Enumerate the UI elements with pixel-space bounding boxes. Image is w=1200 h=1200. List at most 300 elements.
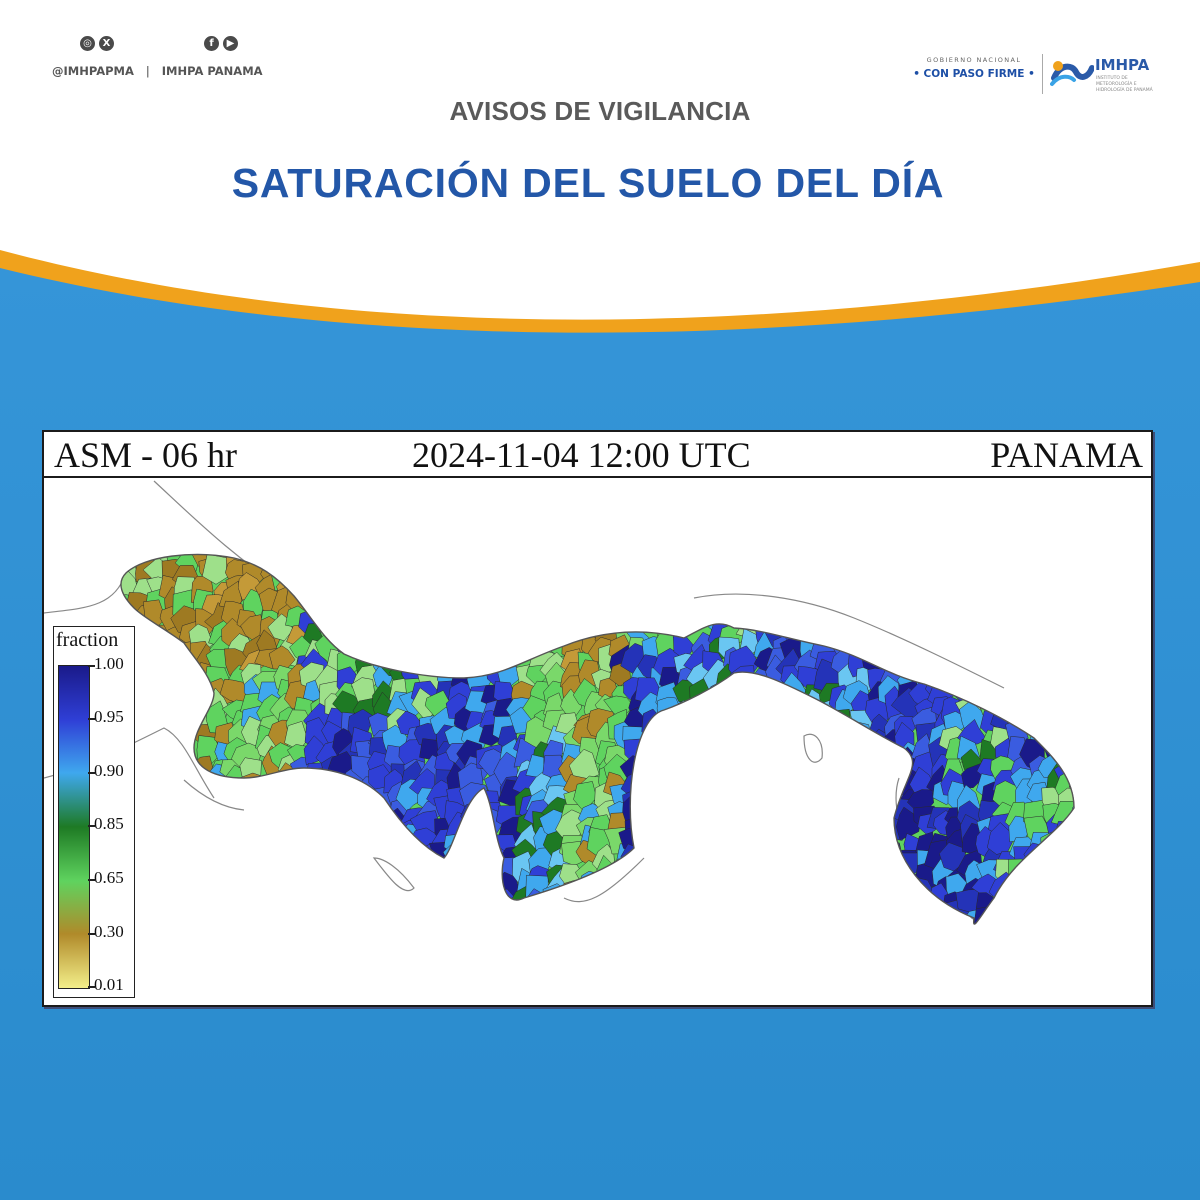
catchment-cell [771,876,794,900]
catchment-cell [274,790,296,812]
catchment-cell [921,940,951,969]
catchment-cell [943,607,975,636]
catchment-cell [1047,526,1068,557]
catchment-cell [258,909,279,930]
catchment-cell [1007,889,1028,912]
catchment-cell [660,834,684,867]
catchment-cell [884,878,909,906]
catchment-cell [831,928,856,954]
catchment-cell [521,597,544,621]
catchment-cell [757,700,775,724]
catchment-cell [1076,637,1096,665]
catchment-cell [703,794,727,826]
catchment-cell [704,831,733,857]
catchment-cell [433,526,457,557]
catchment-cell [944,557,974,588]
catchment-cell [980,662,1008,688]
catchment-cell [370,573,398,594]
catchment-cell [772,797,798,828]
catchment-cell [1019,671,1051,703]
legend-segment [59,666,89,720]
catchment-cell [1083,814,1111,844]
catchment-cell [655,540,680,573]
catchment-cell [652,604,679,630]
catchment-cell [496,587,521,619]
catchment-cell [319,932,347,960]
catchment-cell [639,842,666,873]
catchment-cell [692,694,721,727]
catchment-cell [349,558,373,585]
catchment-cell [247,937,267,967]
catchment-cell [540,915,569,945]
catchment-cell [979,589,1004,618]
catchment-cell [166,878,186,905]
catchment-cell [712,905,730,931]
catchment-cell [322,858,346,888]
catchment-cell [701,778,731,810]
catchment-cell [1060,668,1081,696]
catchment-cell [206,826,231,854]
catchment-cell [544,557,568,586]
catchment-cell [803,801,824,833]
catchment-cell [321,787,349,818]
catchment-cell [196,801,221,828]
catchment-cell [749,934,775,965]
catchment-cell [915,590,939,611]
legend-label-0-85: 0.85 [94,814,124,833]
catchment-cell [669,818,699,846]
catchment-cell [125,542,146,565]
catchment-cell [254,786,281,811]
catchment-cell [443,525,469,558]
catchment-cell [690,562,712,591]
catchment-cell [446,631,471,659]
catchment-cell [999,932,1023,964]
catchment-cell [789,827,815,858]
catchment-cell [462,573,484,603]
catchment-cell [1055,591,1085,618]
catchment-cell [143,764,173,794]
catchment-cell [497,532,523,560]
catchment-cell [145,676,167,707]
catchment-cell [727,740,747,766]
catchment-cell [725,789,751,815]
catchment-cell [318,595,349,622]
catchment-cell [749,855,775,878]
catchment-cell [703,868,729,896]
catchment-cell [466,867,489,892]
catchment-cell [975,556,1001,586]
catchment-cell [228,798,253,827]
catchment-cell [659,905,683,934]
catchment-cell [1050,886,1081,911]
catchment-cell [489,592,512,625]
catchment-cell [607,888,633,916]
catchment-cell [284,826,310,857]
catchment-cell [669,840,697,868]
page-title: SATURACIÓN DEL SUELO DEL DÍA [231,160,945,206]
catchment-cell [272,920,299,947]
catchment-cell [1067,836,1097,868]
panama-map [44,478,1151,1003]
catchment-cell [482,914,506,946]
catchment-cell [816,570,843,598]
catchment-cell [819,602,847,631]
catchment-cell [672,720,697,745]
catchment-cell [655,740,678,766]
catchment-cell [786,542,810,571]
catchment-cell [689,739,711,768]
catchment-cell [852,802,881,824]
catchment-cell [834,610,860,636]
catchment-cell [399,592,425,615]
catchment-cell [818,901,847,930]
catchment-cell [940,648,965,675]
catchment-cell [479,575,501,607]
catchment-cell [579,906,603,937]
imhpa-name: IMHPA [1095,56,1150,74]
catchment-cell [844,768,870,796]
catchment-cell [651,569,679,601]
catchment-cell [417,570,442,600]
catchment-cell [145,918,166,945]
catchment-cell [437,654,463,678]
catchment-cell [557,895,579,919]
catchment-cell [284,841,309,870]
catchment-cell [796,833,822,861]
catchment-cell [164,787,188,817]
facebook-icon[interactable]: f [204,36,219,51]
catchment-cell [652,589,678,619]
catchment-cell [132,635,153,660]
catchment-cell [590,564,613,589]
catchment-cell [268,818,292,845]
catchment-cell [738,557,767,590]
catchment-cell [977,632,1004,664]
catchment-cell [720,750,742,779]
catchment-cell [1010,652,1029,685]
catchment-cell [971,921,1001,947]
catchment-cell [429,934,454,962]
catchment-cell [1028,650,1053,678]
catchment-cell [408,905,434,937]
catchment-cell [657,711,683,738]
catchment-cell [749,825,776,856]
catchment-cell [802,786,827,811]
catchment-cell [784,558,808,584]
catchment-cell [143,805,163,830]
catchment-cell [433,928,460,952]
catchment-cell [155,823,187,846]
government-logo [910,56,1038,80]
catchment-cell [762,734,791,761]
catchment-cell [308,804,336,830]
catchment-cell [388,905,411,930]
catchment-cell [447,602,471,632]
catchment-cell [785,567,803,595]
youtube-icon[interactable]: ▶ [223,36,238,51]
catchment-cell [97,532,121,561]
catchment-cell [1054,694,1082,722]
catchment-cell [451,537,479,568]
catchment-cell [177,937,203,966]
instagram-icon[interactable]: ◎ [80,36,95,51]
catchment-cell [176,891,207,920]
catchment-cell [222,893,251,918]
social-handles [52,36,292,86]
catchment-cell [629,592,656,624]
catchment-cell [861,928,888,957]
catchment-cell [894,589,913,620]
catchment-cell [947,545,972,571]
catchment-cell [641,904,673,930]
catchment-cell [997,650,1019,675]
catchment-cell [737,921,762,949]
catchment-cell [785,729,813,755]
catchment-cell [328,870,350,902]
catchment-cell [174,876,194,908]
catchment-cell [924,923,951,950]
catchment-cell [271,905,299,933]
catchment-cell [92,547,121,566]
catchment-cell [692,865,716,890]
catchment-cell [703,740,725,772]
catchment-cell [835,576,861,601]
catchment-cell [909,921,936,951]
catchment-cell [429,590,456,623]
catchment-cell [668,736,693,762]
catchment-cell [775,524,796,555]
catchment-cell [167,917,188,942]
catchment-cell [850,544,872,572]
catchment-cell [818,935,842,967]
catchment-cell [351,800,380,833]
catchment-cell [1067,576,1094,604]
catchment-cell [754,884,776,909]
catchment-cell [843,559,873,589]
catchment-cell [1025,543,1050,570]
catchment-cell [348,551,376,578]
catchment-cell [1071,856,1096,885]
catchment-cell [1039,577,1060,604]
catchment-cell [406,624,429,655]
catchment-cell [970,525,994,554]
catchment-cell [448,558,472,584]
catchment-cell [699,846,724,873]
catchment-cell [885,558,910,584]
catchment-cell [550,938,576,962]
catchment-cell [673,591,701,619]
catchment-cell [658,727,683,755]
catchment-cell [639,787,670,812]
map-legend [53,626,135,998]
x-icon[interactable]: X [99,36,114,51]
catchment-cell [942,570,969,600]
catchment-cell [694,598,720,628]
catchment-cell [697,889,726,911]
catchment-cell [387,576,415,604]
catchment-cell [1087,789,1117,814]
catchment-cell [464,871,486,900]
catchment-cell [594,591,622,621]
catchment-cell [158,724,183,755]
catchment-cell [928,561,956,590]
catchment-cell [541,548,570,573]
catchment-cell [533,589,550,610]
catchment-cell [657,924,684,950]
map-title-bar [44,432,1151,478]
catchment-cell [644,543,666,568]
catchment-cell [308,897,334,919]
catchment-cell [1059,829,1083,858]
social-icons-left [80,36,114,51]
catchment-cell [558,916,580,948]
catchment-cell [1041,852,1069,877]
catchment-cell [379,527,408,553]
catchment-cell [690,528,715,559]
catchment-cell [773,845,798,868]
catchment-cell [463,521,494,550]
catchment-cell [815,620,839,649]
catchment-cell [497,601,525,631]
catchment-cell [738,544,762,570]
catchment-cell [321,851,346,876]
catchment-cell [439,547,463,574]
catchment-cell [974,623,999,651]
catchment-cell [356,917,380,947]
catchment-cell [215,887,239,915]
catchment-cell [847,883,877,910]
catchment-cell [224,875,251,900]
catchment-cell [837,537,863,567]
catchment-cell [674,716,697,741]
catchment-cell [1062,736,1084,761]
catchment-cell [369,544,397,567]
catchment-cell [371,901,392,927]
catchment-cell [780,736,807,765]
catchment-cell [765,566,795,595]
catchment-cell [1090,904,1114,941]
catchment-cell [272,889,292,922]
catchment-cell [1073,902,1103,927]
catchment-cell [786,801,811,829]
catchment-cell [815,589,838,614]
catchment-cell [467,638,494,669]
catchment-cell [767,933,790,962]
catchment-cell [176,908,202,937]
catchment-cell [510,602,535,630]
catchment-cell [781,876,808,906]
catchment-cell [143,903,165,932]
catchment-cell [367,913,392,943]
catchment-cell [1092,677,1120,703]
catchment-cell [849,527,873,551]
catchment-cell [650,755,681,780]
catchment-cell [443,863,474,887]
catchment-cell [1042,623,1066,654]
catchment-cell [752,561,772,586]
catchment-cell [689,756,717,789]
catchment-cell [685,812,712,841]
catchment-cell [853,753,877,782]
catchment-cell [943,584,972,614]
catchment-cell [973,576,997,601]
catchment-cell [398,538,420,568]
catchment-cell [866,576,884,598]
catchment-cell [186,842,215,869]
catchment-cell [1021,864,1046,894]
catchment-cell [1091,709,1116,734]
catchment-cell [914,548,945,572]
catchment-cell [642,930,671,960]
catchment-cell [962,600,992,631]
catchment-cell [898,540,925,568]
catchment-cell [326,896,349,922]
catchment-cell [909,525,931,549]
catchment-cell [877,856,906,880]
catchment-cell [159,801,184,828]
catchment-cell [835,828,858,855]
catchment-cell [1021,522,1050,551]
catchment-cell [1010,547,1032,569]
catchment-cell [910,562,935,587]
catchment-cell [697,595,722,619]
catchment-cell [226,830,247,856]
catchment-cell [1086,532,1114,564]
catchment-cell [541,579,567,606]
catchment-cell [333,800,355,834]
catchment-cell [575,588,600,621]
catchment-cell [721,847,747,876]
catchment-cell [269,534,296,558]
catchment-cell [1077,925,1103,950]
catchment-cell [397,576,420,602]
catchment-cell [658,815,686,848]
catchment-cell [371,557,401,581]
catchment-cell [267,851,295,878]
catchment-cell [1061,616,1085,639]
catchment-cell [508,931,533,958]
catchment-cell [731,692,758,724]
catchment-cell [482,892,509,925]
catchment-cell [482,856,501,880]
map-product-label: ASM - 06 hr [54,435,238,475]
catchment-cell [243,842,263,870]
catchment-cell [883,526,904,557]
legend-label-0-95: 0.95 [94,707,124,726]
catchment-cell [646,594,671,621]
catchment-cell [765,602,789,633]
catchment-cell [797,584,819,615]
catchment-cell [402,646,424,675]
catchment-cell [133,798,161,829]
catchment-cell [864,736,891,765]
catchment-cell [897,571,924,596]
catchment-cell [353,585,380,611]
catchment-cell [753,715,779,741]
catchment-cell [1074,756,1105,783]
catchment-cell [776,591,798,616]
catchment-cell [1055,608,1082,635]
catchment-cell [221,857,248,890]
catchment-cell [144,872,169,904]
catchment-cell [861,541,884,571]
catchment-cell [417,886,441,913]
catchment-cell [352,872,379,897]
catchment-cell [737,884,761,911]
catchment-cell [176,661,200,690]
catchment-cell [1064,649,1082,672]
